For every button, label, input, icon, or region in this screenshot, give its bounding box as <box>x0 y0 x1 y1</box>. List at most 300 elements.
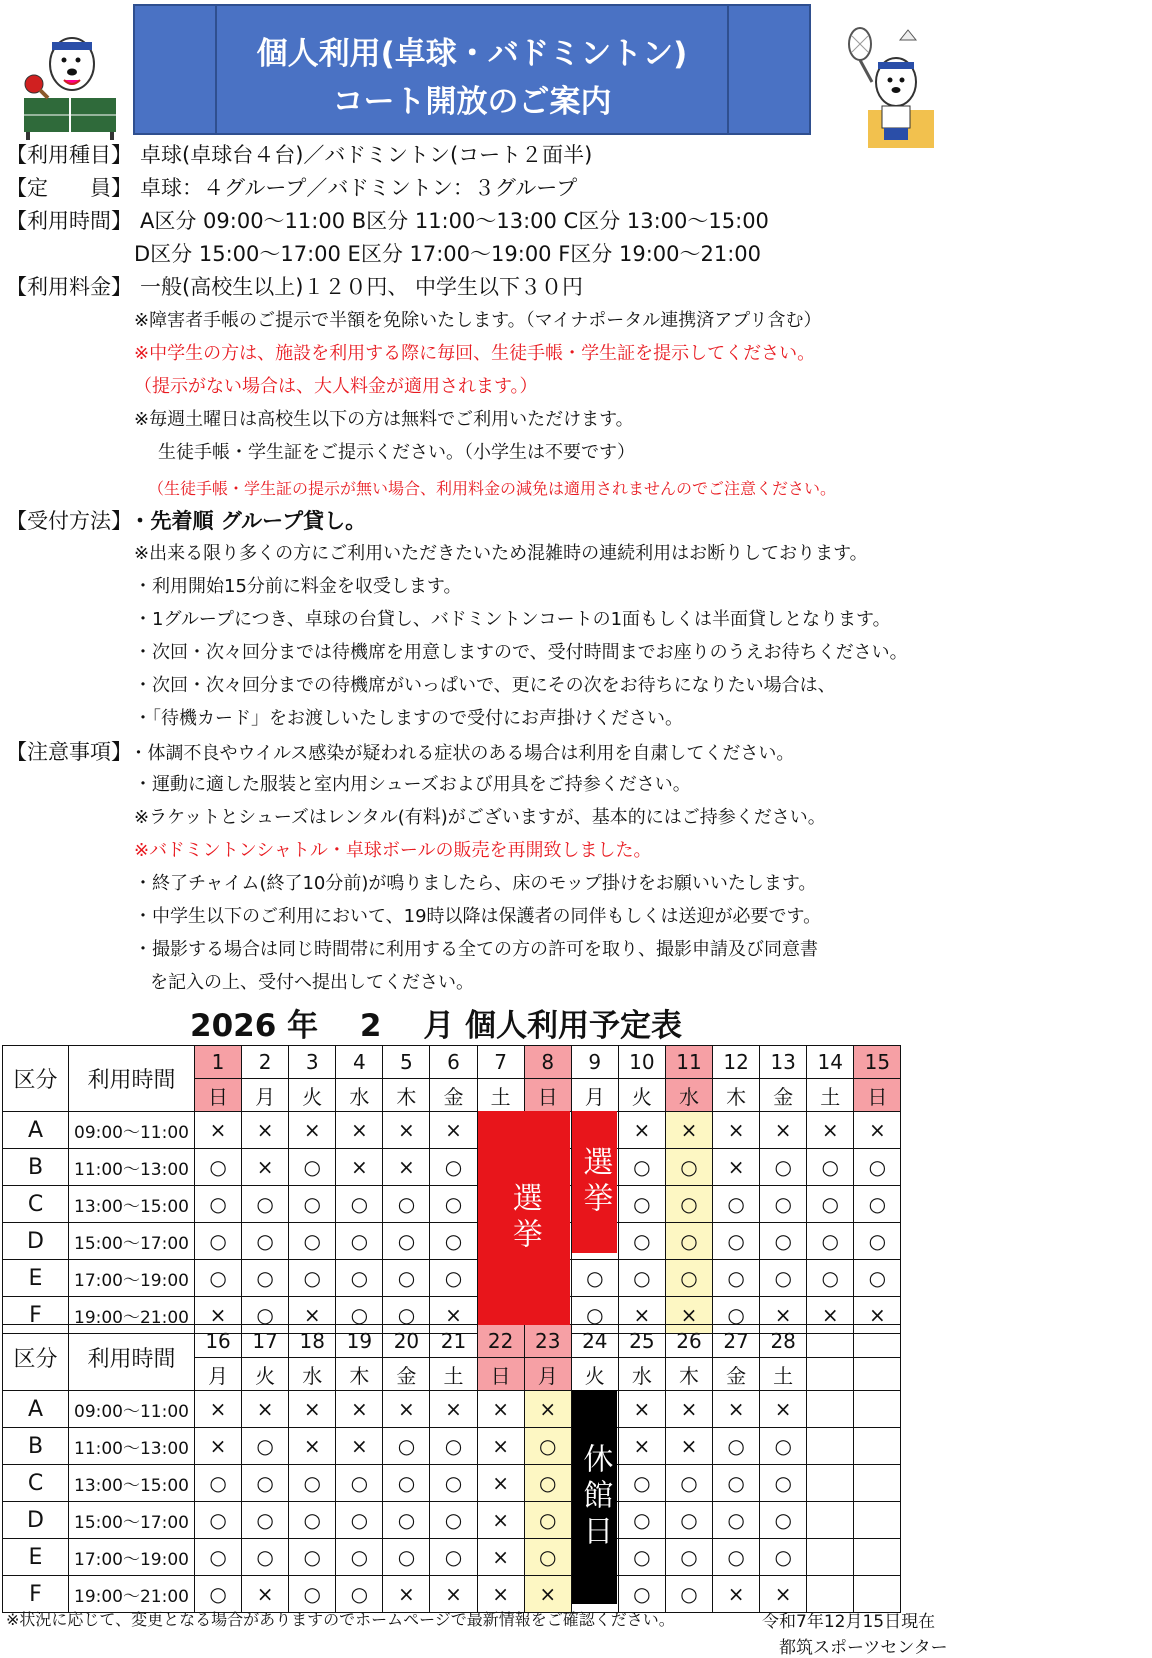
availability-cell: ○ <box>383 1223 430 1260</box>
availability-cell: ○ <box>618 1149 665 1186</box>
capacity-value: 卓球：４グループ／バドミントン：３グループ <box>140 176 578 200</box>
availability-cell: ○ <box>854 1223 901 1260</box>
availability-cell: ○ <box>383 1186 430 1223</box>
weekday-cell: 水 <box>665 1079 712 1112</box>
availability-cell: ○ <box>807 1149 854 1186</box>
availability-cell: × <box>618 1428 665 1465</box>
reception-row <box>6 506 366 536</box>
date-cell: 5 <box>383 1046 430 1079</box>
availability-cell: × <box>477 1539 524 1576</box>
hours-line2: D区分 15:00～17:00 E区分 17:00～19:00 F区分 19:00～21:00 <box>134 242 762 266</box>
availability-cell: ○ <box>242 1428 289 1465</box>
availability-cell: ○ <box>524 1465 571 1502</box>
availability-cell: ○ <box>242 1297 289 1334</box>
availability-cell: × <box>430 1297 477 1334</box>
weekday-cell: 日 <box>854 1079 901 1112</box>
footer-note: ※状況に応じて、変更となる場合がありますのでホームページで最新情報をご確認ください。 <box>6 1610 675 1629</box>
reception-label: 【受付方法】 <box>6 509 122 533</box>
weekday-cell: 土 <box>430 1358 477 1391</box>
availability-cell <box>854 1428 901 1465</box>
availability-cell: ○ <box>665 1576 712 1613</box>
slot-kbn: C <box>3 1465 69 1502</box>
weekday-cell: 月 <box>524 1358 571 1391</box>
availability-cell: × <box>430 1576 477 1613</box>
weekday-cell: 木 <box>336 1358 383 1391</box>
availability-cell: ○ <box>665 1260 712 1297</box>
slot-time: 17:00～19:00 <box>69 1539 195 1576</box>
slot-kbn: B <box>3 1428 69 1465</box>
slot-row <box>3 1223 901 1260</box>
availability-cell: ○ <box>618 1502 665 1539</box>
availability-cell <box>807 1428 854 1465</box>
fee-note-4: ※毎週土曜日は高校生以下の方は無料でご利用いただけます。 <box>134 409 634 430</box>
date-row <box>3 1046 901 1079</box>
weekday-cell: 金 <box>760 1079 807 1112</box>
weekday-cell: 木 <box>713 1079 760 1112</box>
date-cell: 14 <box>807 1046 854 1079</box>
availability-cell: × <box>854 1112 901 1149</box>
availability-cell: ○ <box>618 1539 665 1576</box>
header-kbn: 区分 <box>3 1046 69 1112</box>
availability-cell: × <box>477 1576 524 1613</box>
availability-cell: ○ <box>713 1539 760 1576</box>
slot-kbn: F <box>3 1576 69 1613</box>
availability-cell: ○ <box>760 1539 807 1576</box>
availability-cell: × <box>195 1112 242 1149</box>
closed-day-block: 休館日 <box>572 1390 617 1604</box>
election-block: 選挙 <box>572 1111 617 1253</box>
availability-cell: × <box>477 1465 524 1502</box>
availability-cell: ○ <box>195 1223 242 1260</box>
availability-cell: ○ <box>713 1186 760 1223</box>
reception-note-3: ・1グループにつき、卓球の台貸し、バドミントンコートの1面もしくは半面貸しとなります。 <box>134 609 891 630</box>
availability-cell: ○ <box>665 1223 712 1260</box>
availability-cell: × <box>336 1391 383 1428</box>
availability-cell: ○ <box>336 1260 383 1297</box>
availability-cell: ○ <box>713 1502 760 1539</box>
slot-row <box>3 1502 901 1539</box>
availability-cell: ○ <box>760 1149 807 1186</box>
availability-cell: ○ <box>760 1223 807 1260</box>
availability-cell: ○ <box>665 1465 712 1502</box>
slot-kbn: C <box>3 1186 69 1223</box>
availability-cell: ○ <box>289 1260 336 1297</box>
availability-cell: ○ <box>430 1186 477 1223</box>
availability-cell: ○ <box>195 1186 242 1223</box>
availability-cell: ○ <box>383 1465 430 1502</box>
date-cell: 11 <box>665 1046 712 1079</box>
date-cell: 23 <box>524 1325 571 1358</box>
availability-cell: × <box>854 1297 901 1334</box>
slot-time: 15:00～17:00 <box>69 1223 195 1260</box>
availability-cell: ○ <box>289 1186 336 1223</box>
hours-line1: A区分 09:00～11:00 B区分 11:00～13:00 C区分 13:00～15:00 <box>140 209 769 233</box>
availability-cell: × <box>477 1502 524 1539</box>
date-cell: 15 <box>854 1046 901 1079</box>
header-time: 利用時間 <box>69 1325 195 1391</box>
availability-cell: × <box>242 1576 289 1613</box>
date-cell: 7 <box>477 1046 524 1079</box>
availability-cell: × <box>289 1112 336 1149</box>
date-cell: 12 <box>713 1046 760 1079</box>
slot-time: 13:00～15:00 <box>69 1186 195 1223</box>
date-cell <box>807 1325 854 1358</box>
weekday-cell: 土 <box>760 1358 807 1391</box>
fee-note-5: 生徒手帳・学生証をご提示ください。（小学生は不要です） <box>158 442 635 463</box>
availability-cell: × <box>430 1112 477 1149</box>
availability-cell: × <box>618 1391 665 1428</box>
header-kbn: 区分 <box>3 1325 69 1391</box>
availability-cell: × <box>289 1428 336 1465</box>
availability-cell: ○ <box>336 1186 383 1223</box>
availability-cell: × <box>242 1149 289 1186</box>
availability-cell: × <box>618 1297 665 1334</box>
date-cell: 8 <box>524 1046 571 1079</box>
weekday-cell: 金 <box>713 1358 760 1391</box>
availability-cell: × <box>665 1297 712 1334</box>
table-tennis-mascot-icon <box>22 28 122 140</box>
availability-cell: × <box>383 1391 430 1428</box>
date-cell: 19 <box>336 1325 383 1358</box>
caution-5: ・終了チャイム(終了10分前)が鳴りましたら、床のモップ掛けをお願いいたします。 <box>134 873 817 894</box>
weekday-cell: 金 <box>383 1358 430 1391</box>
availability-cell: × <box>195 1391 242 1428</box>
slot-kbn: E <box>3 1260 69 1297</box>
availability-cell: ○ <box>383 1428 430 1465</box>
availability-cell: ○ <box>618 1465 665 1502</box>
slot-kbn: A <box>3 1391 69 1428</box>
weekday-cell: 土 <box>807 1079 854 1112</box>
availability-cell: ○ <box>524 1502 571 1539</box>
availability-cell: × <box>760 1391 807 1428</box>
date-row <box>3 1325 901 1358</box>
availability-cell: × <box>477 1428 524 1465</box>
availability-cell: ○ <box>289 1223 336 1260</box>
badminton-mascot-icon <box>838 24 934 148</box>
availability-cell: × <box>289 1391 336 1428</box>
date-cell: 26 <box>665 1325 712 1358</box>
page-title-line1: 個人利用(卓球・バドミントン) <box>256 36 688 72</box>
weekday-cell: 水 <box>289 1358 336 1391</box>
date-cell: 2 <box>242 1046 289 1079</box>
availability-cell: × <box>289 1297 336 1334</box>
availability-cell: ○ <box>336 1539 383 1576</box>
availability-cell: ○ <box>524 1539 571 1576</box>
availability-cell: ○ <box>383 1539 430 1576</box>
availability-cell: × <box>195 1297 242 1334</box>
availability-cell: × <box>807 1112 854 1149</box>
type-value: 卓球(卓球台４台)／バドミントン(コート２面半) <box>140 143 593 167</box>
availability-cell: × <box>242 1391 289 1428</box>
fee-label: 【利用料金】 <box>6 275 132 299</box>
availability-cell: ○ <box>430 1428 477 1465</box>
date-cell: 3 <box>289 1046 336 1079</box>
caution-1: ・体調不良やウイルス感染が疑われる症状のある場合は利用を自粛してください。 <box>129 743 795 764</box>
availability-cell: ○ <box>336 1502 383 1539</box>
availability-cell: ○ <box>618 1260 665 1297</box>
availability-cell: × <box>383 1149 430 1186</box>
availability-cell: × <box>477 1391 524 1428</box>
availability-cell: ○ <box>242 1465 289 1502</box>
fee-note-6: （生徒手帳・学生証の提示が無い場合、利用料金の減免は適用されませんのでご注意ください。 <box>148 479 837 498</box>
availability-cell: ○ <box>242 1502 289 1539</box>
availability-cell: × <box>618 1112 665 1149</box>
availability-cell <box>807 1502 854 1539</box>
weekday-cell <box>807 1358 854 1391</box>
availability-cell <box>854 1465 901 1502</box>
slot-row <box>3 1465 901 1502</box>
availability-cell: × <box>665 1428 712 1465</box>
date-cell: 24 <box>571 1325 618 1358</box>
slot-row <box>3 1539 901 1576</box>
weekday-cell: 火 <box>242 1358 289 1391</box>
weekday-cell: 日 <box>524 1079 571 1112</box>
fee-note-1: ※障害者手帳のご提示で半額を免除いたします。（マイナポータル連携済アプリ含む） <box>134 310 822 331</box>
availability-cell: × <box>524 1391 571 1428</box>
date-cell: 21 <box>430 1325 477 1358</box>
availability-cell: ○ <box>430 1260 477 1297</box>
date-cell: 18 <box>289 1325 336 1358</box>
date-cell: 20 <box>383 1325 430 1358</box>
availability-cell: ○ <box>807 1223 854 1260</box>
availability-cell: ○ <box>760 1465 807 1502</box>
availability-cell: ○ <box>336 1465 383 1502</box>
weekday-cell <box>854 1358 901 1391</box>
availability-cell: × <box>665 1112 712 1149</box>
availability-cell: ○ <box>760 1428 807 1465</box>
availability-cell: ○ <box>336 1297 383 1334</box>
hours-row <box>6 206 769 236</box>
availability-cell: ○ <box>854 1260 901 1297</box>
availability-cell: ○ <box>242 1260 289 1297</box>
availability-cell: ○ <box>618 1186 665 1223</box>
availability-cell: × <box>524 1576 571 1613</box>
availability-cell: ○ <box>571 1297 618 1334</box>
availability-cell: ○ <box>854 1186 901 1223</box>
availability-cell: × <box>760 1112 807 1149</box>
availability-cell: ○ <box>242 1539 289 1576</box>
availability-cell: ○ <box>289 1465 336 1502</box>
date-cell: 16 <box>195 1325 242 1358</box>
caution-4: ※バドミントンシャトル・卓球ボールの販売を再開致しました。 <box>134 840 652 861</box>
weekday-cell: 日 <box>477 1358 524 1391</box>
availability-cell: ○ <box>713 1465 760 1502</box>
availability-cell <box>807 1465 854 1502</box>
weekday-cell: 火 <box>289 1079 336 1112</box>
availability-cell: ○ <box>289 1539 336 1576</box>
schedule-table-week1 <box>2 1045 901 1334</box>
schedule-table-week2 <box>2 1324 901 1613</box>
availability-cell: × <box>336 1149 383 1186</box>
availability-cell: × <box>760 1576 807 1613</box>
capacity-label: 【定 員】 <box>6 176 132 200</box>
weekday-cell: 月 <box>195 1358 242 1391</box>
weekday-cell: 水 <box>336 1079 383 1112</box>
availability-cell: ○ <box>807 1186 854 1223</box>
availability-cell: ○ <box>242 1223 289 1260</box>
slot-time: 13:00～15:00 <box>69 1465 195 1502</box>
availability-cell: × <box>383 1576 430 1613</box>
availability-cell: × <box>713 1112 760 1149</box>
slot-time: 09:00～11:00 <box>69 1391 195 1428</box>
date-cell: 9 <box>571 1046 618 1079</box>
availability-cell: ○ <box>336 1223 383 1260</box>
availability-cell: ○ <box>383 1502 430 1539</box>
availability-cell: ○ <box>713 1260 760 1297</box>
availability-cell <box>807 1391 854 1428</box>
availability-cell: ○ <box>760 1186 807 1223</box>
availability-cell: ○ <box>854 1149 901 1186</box>
fee-value: 一般(高校生以上)１２０円、 中学生以下３０円 <box>140 275 584 299</box>
availability-cell: ○ <box>195 1539 242 1576</box>
slot-time: 09:00～11:00 <box>69 1112 195 1149</box>
availability-cell: ○ <box>289 1149 336 1186</box>
date-cell: 13 <box>760 1046 807 1079</box>
slot-row <box>3 1112 901 1149</box>
availability-cell: × <box>807 1297 854 1334</box>
caution-8: を記入の上、受付へ提出してください。 <box>150 972 474 993</box>
availability-cell: ○ <box>195 1260 242 1297</box>
fee-row <box>6 272 583 302</box>
weekday-cell: 水 <box>618 1358 665 1391</box>
reception-note-6: ・「待機カード」をお渡しいたしますので受付にお声掛けください。 <box>134 708 683 729</box>
slot-row <box>3 1391 901 1428</box>
fee-note-2: ※中学生の方は、施設を利用する際に毎回、生徒手帳・学生証を提示してください。 <box>134 343 816 364</box>
slot-kbn: D <box>3 1502 69 1539</box>
hours-label: 【利用時間】 <box>6 209 132 233</box>
availability-cell: ○ <box>195 1149 242 1186</box>
availability-cell: × <box>336 1428 383 1465</box>
slot-row <box>3 1428 901 1465</box>
weekday-cell: 日 <box>195 1079 242 1112</box>
weekday-cell: 木 <box>665 1358 712 1391</box>
weekday-cell: 火 <box>571 1358 618 1391</box>
availability-cell: ○ <box>383 1297 430 1334</box>
availability-cell: × <box>336 1112 383 1149</box>
availability-cell: ○ <box>665 1149 712 1186</box>
slot-row <box>3 1149 901 1186</box>
availability-cell: ○ <box>430 1502 477 1539</box>
reception-value: ・先着順 グループ貸し。 <box>129 509 367 533</box>
capacity-row <box>6 173 577 203</box>
availability-cell: ○ <box>430 1223 477 1260</box>
availability-cell: ○ <box>713 1223 760 1260</box>
date-cell: 28 <box>760 1325 807 1358</box>
availability-cell: ○ <box>242 1186 289 1223</box>
date-cell: 17 <box>242 1325 289 1358</box>
slot-row <box>3 1260 901 1297</box>
weekday-cell: 火 <box>618 1079 665 1112</box>
caution-row <box>6 737 794 769</box>
availability-cell: × <box>195 1428 242 1465</box>
availability-cell: × <box>713 1149 760 1186</box>
availability-cell: ○ <box>195 1576 242 1613</box>
availability-cell: × <box>665 1391 712 1428</box>
date-cell <box>854 1325 901 1358</box>
reception-note-4: ・次回・次々回分までは待機席を用意しますので、受付時間までお座りのうえお待ちください。 <box>134 642 908 663</box>
availability-cell: ○ <box>760 1260 807 1297</box>
caution-3: ※ラケットとシューズはレンタル(有料)がございますが、基本的にはご持参ください。 <box>134 807 826 828</box>
availability-cell: × <box>713 1391 760 1428</box>
schedule-title: 2026 年 2 月 個人利用予定表 <box>190 1008 683 1044</box>
date-cell: 25 <box>618 1325 665 1358</box>
availability-cell: ○ <box>571 1260 618 1297</box>
availability-cell: ○ <box>289 1502 336 1539</box>
slot-kbn: A <box>3 1112 69 1149</box>
availability-cell: ○ <box>430 1149 477 1186</box>
availability-cell: × <box>430 1391 477 1428</box>
slot-time: 11:00～13:00 <box>69 1428 195 1465</box>
reception-note-1: ※出来る限り多くの方にご利用いただきたいため混雑時の連続利用はお断りしております。 <box>134 543 868 564</box>
date-cell: 10 <box>618 1046 665 1079</box>
availability-cell: × <box>760 1297 807 1334</box>
availability-cell: ○ <box>383 1260 430 1297</box>
caution-2: ・運動に適した服装と室内用シューズおよび用具をご持参ください。 <box>134 774 691 795</box>
reception-note-2: ・利用開始15分前に料金を収受します。 <box>134 576 462 597</box>
availability-cell: ○ <box>289 1576 336 1613</box>
availability-cell <box>854 1502 901 1539</box>
slot-kbn: B <box>3 1149 69 1186</box>
footer-date: 令和7年12月15日現在 <box>762 1612 936 1632</box>
election-block: 選挙 <box>478 1111 570 1325</box>
date-cell: 27 <box>713 1325 760 1358</box>
availability-cell: ○ <box>336 1576 383 1613</box>
title-banner-inner <box>215 6 729 133</box>
availability-cell: ○ <box>195 1502 242 1539</box>
weekday-cell: 土 <box>477 1079 524 1112</box>
type-row <box>6 140 592 170</box>
availability-cell <box>807 1539 854 1576</box>
caution-6: ・中学生以下のご利用において、19時以降は保護者の同伴もしくは送迎が必要です。 <box>134 906 822 927</box>
availability-cell: ○ <box>430 1465 477 1502</box>
weekday-cell: 月 <box>571 1079 618 1112</box>
slot-time: 11:00～13:00 <box>69 1149 195 1186</box>
slot-time: 19:00～21:00 <box>69 1297 195 1334</box>
slot-kbn: D <box>3 1223 69 1260</box>
slot-time: 17:00～19:00 <box>69 1260 195 1297</box>
availability-cell <box>854 1539 901 1576</box>
availability-cell: × <box>713 1576 760 1613</box>
availability-cell: ○ <box>195 1465 242 1502</box>
availability-cell: ○ <box>807 1260 854 1297</box>
availability-cell: × <box>242 1112 289 1149</box>
availability-cell: × <box>383 1112 430 1149</box>
slot-time: 15:00～17:00 <box>69 1502 195 1539</box>
availability-cell <box>854 1391 901 1428</box>
weekday-cell: 木 <box>383 1079 430 1112</box>
slot-row <box>3 1186 901 1223</box>
slot-kbn: E <box>3 1539 69 1576</box>
slot-kbn: F <box>3 1297 69 1334</box>
fee-note-3: （提示がない場合は、大人料金が適用されます。） <box>134 376 538 397</box>
availability-cell: ○ <box>524 1428 571 1465</box>
footer-organization: 都筑スポーツセンター <box>779 1638 948 1658</box>
availability-cell: ○ <box>760 1502 807 1539</box>
date-cell: 4 <box>336 1046 383 1079</box>
availability-cell: ○ <box>430 1539 477 1576</box>
caution-7: ・撮影する場合は同じ時間帯に利用する全ての方の許可を取り、撮影申請及び同意書 <box>134 939 818 960</box>
date-cell: 6 <box>430 1046 477 1079</box>
date-cell: 22 <box>477 1325 524 1358</box>
slot-time: 19:00～21:00 <box>69 1576 195 1613</box>
weekday-cell: 月 <box>242 1079 289 1112</box>
date-cell: 1 <box>195 1046 242 1079</box>
availability-cell: ○ <box>665 1502 712 1539</box>
availability-cell: ○ <box>713 1428 760 1465</box>
reception-note-5: ・次回・次々回分までの待機席がいっぱいで、更にその次をお待ちになりたい場合は、 <box>134 675 836 696</box>
availability-cell: ○ <box>665 1539 712 1576</box>
availability-cell: ○ <box>713 1297 760 1334</box>
